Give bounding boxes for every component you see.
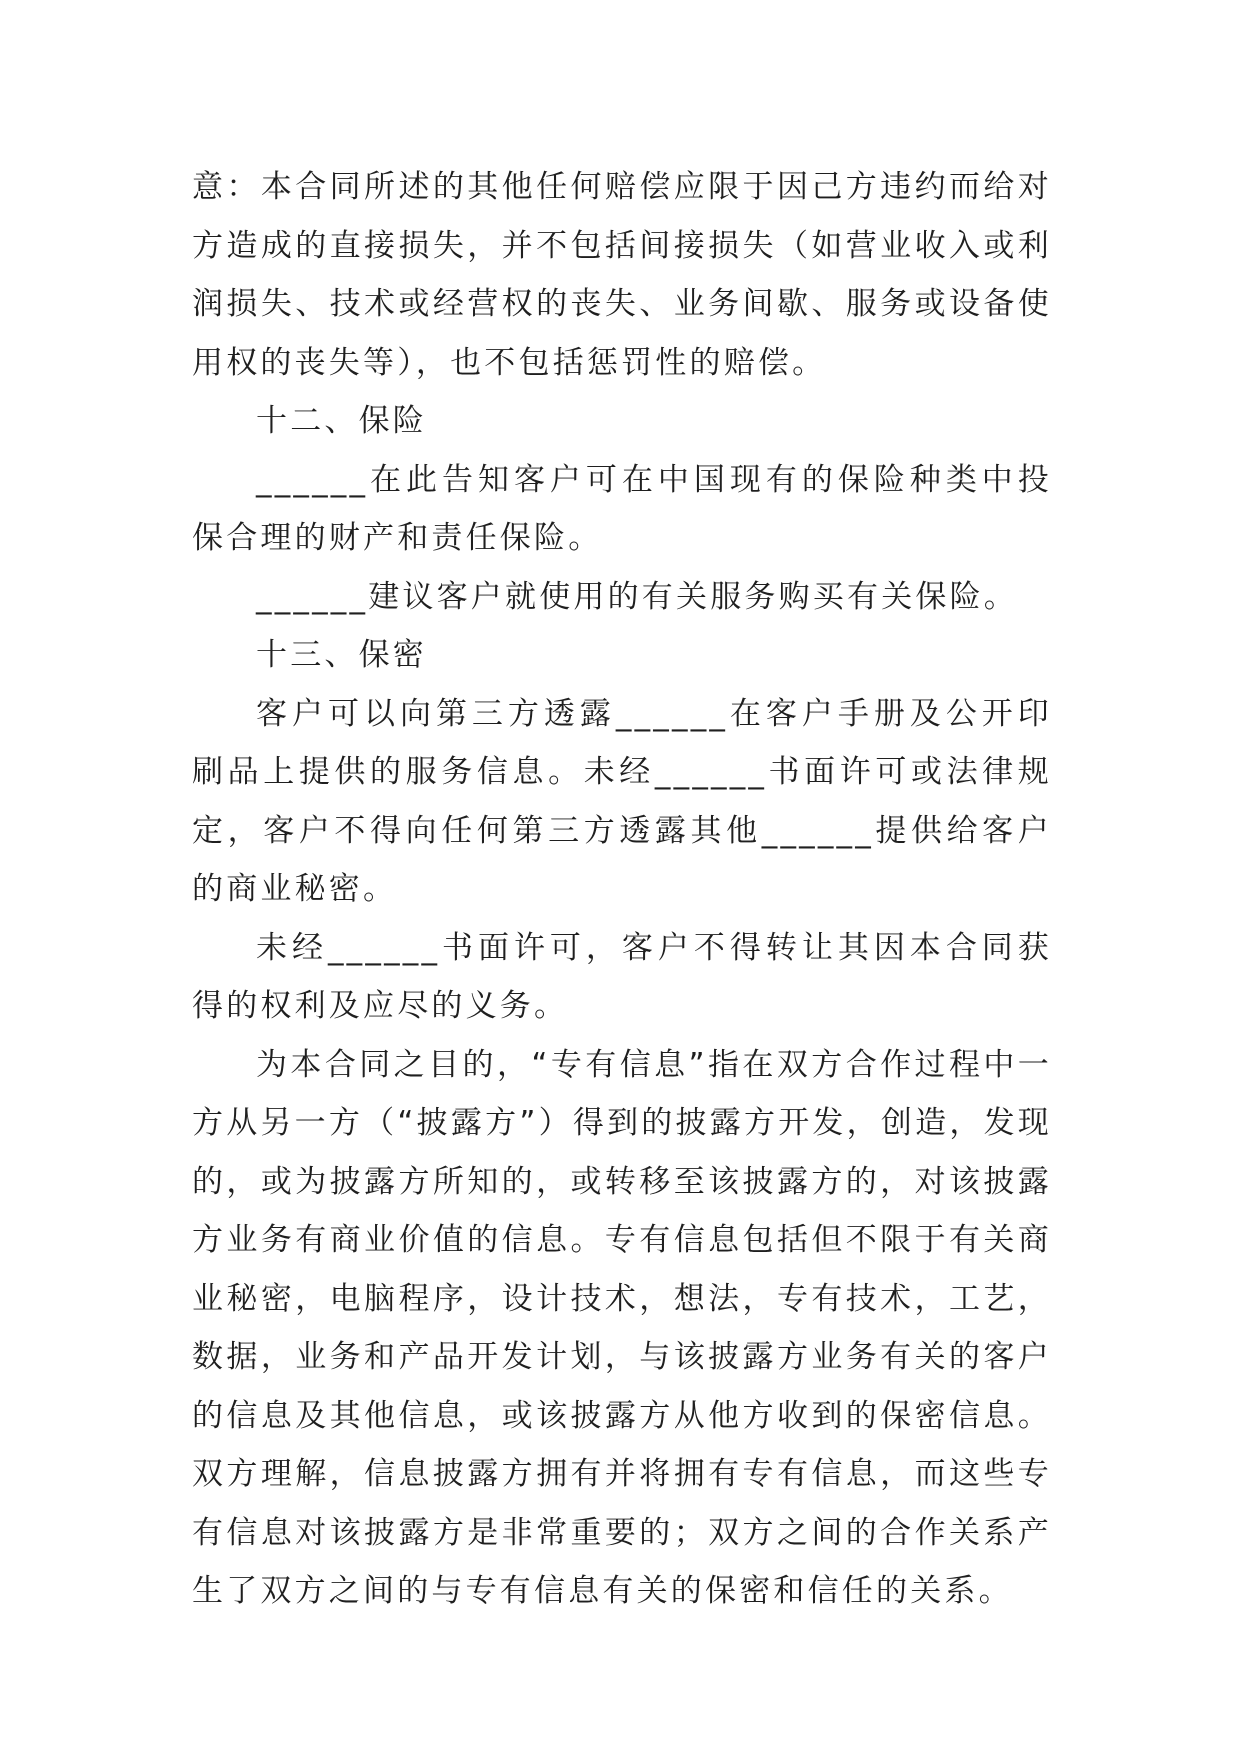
paragraph-insurance-notice: ______在此告知客户可在中国现有的保险种类中投保合理的财产和责任保险。 [192, 461, 1052, 556]
section-heading-confidentiality: 十三、保密 [256, 637, 427, 673]
paragraph-insurance-advice: ______建议客户就使用的有关服务购买有关保险。 [256, 578, 1018, 615]
paragraph-confidentiality-disclosure: 客户可以向第三方透露______在客户手册及公开印刷品上提供的服务信息。未经______书面许可或法律规定，客户不得向任何第三方透露其他______提供给客户的商业秘密。 [192, 695, 1052, 907]
paragraph-confidentiality-transfer: 未经______书面许可，客户不得转让其因本合同获得的权利及应尽的义务。 [192, 929, 1052, 1024]
document-body [192, 158, 1052, 1621]
section-heading-insurance: 十二、保险 [256, 403, 427, 439]
paragraph-proprietary-information: 为本合同之目的，“专有信息”指在双方合作过程中一方从另一方（“披露方”）得到的披露方开发，创造，发现的，或为披露方所知的，或转移至该披露方的，对该披露方业务有商业价值的信息。专有信息包括但不限于有关商业秘密，电脑程序，设计技术，想法，专有技术，工艺，数据，业务和产品开发计划，与该披露方业务有关的客户的信息及其他信息，或该披露方从他方收到的保密信息。双方理解，信息披露方拥有并将拥有专有信息，而这些专有信息对该披露方是非常重要的；双方之间的合作关系产生了双方之间的与专有信息有关的保密和信任的关系。 [192, 1046, 1052, 1609]
paragraph-compensation-limit: 意：本合同所述的其他任何赔偿应限于因己方违约而给对方造成的直接损失，并不包括间接损失（如营业收入或利润损失、技术或经营权的丧失、业务间歇、服务或设备使用权的丧失等），也不包括惩罚性的赔偿。 [192, 169, 1052, 381]
